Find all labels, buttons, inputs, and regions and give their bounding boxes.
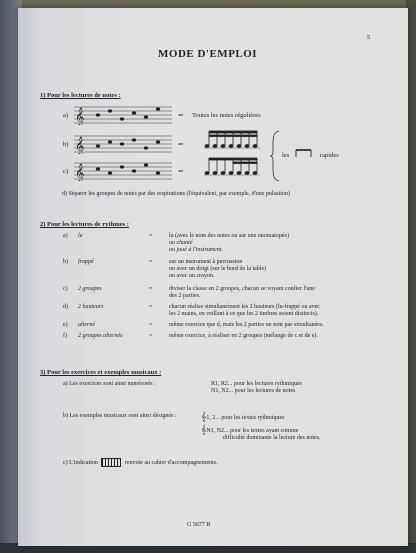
treble-clef-icon: 𝄞	[75, 165, 85, 181]
rhythm-row-desc-b	[169, 259, 266, 281]
brace-text-les: les	[282, 152, 290, 159]
rhythm-row-term-d: 2 hauteurs	[78, 304, 104, 310]
notes-item-d: d) Séparer les groupes de notes par des respirations (l'équivalent, par exemple, d'une pulsation)	[62, 191, 290, 197]
rhythm-row-label-b: b)	[63, 259, 68, 265]
brace-icon	[269, 130, 281, 182]
b-line1-text: 1, 2... pour les textes rythmiques	[206, 415, 285, 421]
rhythm-row-desc-e: même exercice que d, mais les 2 parties ne sont pas simultanées.	[169, 322, 324, 328]
treble-clef-icon: 𝄞	[75, 138, 85, 154]
rhythm-row-label-c: c)	[63, 286, 68, 292]
notes-arrow-a: ⇒	[178, 112, 184, 119]
rhythm-row-label-a: a)	[63, 233, 68, 239]
rhythm-row-eq-b: =	[149, 259, 153, 265]
c-before-text: c) L'indication	[63, 459, 98, 466]
rhythm-row-label-f: f)	[63, 333, 67, 339]
desc-line: ou avec un crayon.	[169, 273, 215, 280]
notes-result-a: Toutes les notes régulières	[192, 112, 261, 119]
rhythm-row-eq-c: =	[149, 286, 153, 292]
desc-line: les 2 mains, en veillant à ce que les 2 timbres soient distincts).	[169, 311, 319, 318]
treble-clef-icon: 𝄞	[201, 411, 207, 421]
rhythm-row-term-f: 2 groupes alternés	[78, 333, 123, 339]
rhythm-row-label-e: e)	[63, 322, 68, 328]
treble-clef-icon: 𝄞	[201, 424, 207, 434]
rhythm-row-desc-c	[169, 286, 315, 300]
rhythm-row-term-c: 2 groupes	[78, 286, 102, 292]
desc-line: chacun réalise simultanément les 2 hauteurs (lu-frappé ou avec	[169, 304, 320, 310]
exercises-a-lines	[211, 381, 302, 395]
rhythm-row-term-a: lu	[78, 233, 83, 239]
exercises-c-line	[63, 458, 218, 467]
page-number: 5	[367, 34, 371, 41]
desc-line: lu (avec le nom des notes ou sur une onomatopée)	[169, 233, 290, 239]
rhythm-row-eq-f: =	[149, 333, 153, 339]
desc-line: ou chanté	[169, 240, 193, 247]
staff-a	[74, 103, 172, 125]
rhythm-row-desc-d	[169, 304, 320, 318]
notes-item-label-b: b)	[63, 141, 69, 148]
staff-c	[74, 159, 172, 181]
numbering-line: N1, N2... pour les lectures de notes	[211, 388, 296, 395]
rhythm-row-desc-f: même exercice, à réaliser en 2 groupes (mélange de c et de e).	[169, 333, 318, 339]
desc-line: diviser la classe en 2 groupes, chacun se voyant confier l'une	[169, 286, 315, 292]
page-footer: G 5677 B	[187, 522, 211, 528]
notes-arrow-b: ⇒	[178, 141, 184, 148]
notes-group	[96, 163, 160, 174]
desc-line: ou avec un doigt (sur le bord de la table)	[169, 266, 267, 273]
rhythm-row-desc-a	[169, 233, 289, 255]
notes-item-label-c: c)	[63, 168, 69, 175]
section-heading-exercises: 3) Pour les exercices et exemples musicaux :	[40, 369, 162, 376]
exercises-b-line2	[201, 424, 298, 435]
document-page	[18, 8, 408, 546]
treble-clef-icon: 𝄞	[75, 109, 85, 125]
exercises-a-label: a) Les exercices sont ainsi numérotés :	[63, 381, 156, 387]
staff-b	[74, 132, 172, 154]
numbering-line: R1, R2... pour les lectures rythmiques	[211, 381, 302, 387]
rhythm-notation-c	[202, 153, 262, 179]
page-title: MODE D'EMPLOI	[158, 48, 258, 60]
rhythm-row-eq-e: =	[149, 322, 153, 328]
brace-text-rapides: rapides	[320, 152, 339, 159]
notes-item-label-a: a)	[63, 112, 69, 119]
notes-group	[96, 107, 160, 120]
desc-line: ou joué à l'instrument.	[169, 247, 223, 254]
rhythm-row-eq-d: =	[149, 304, 153, 310]
desc-line: des 2 parties.	[169, 293, 201, 300]
rhythm-row-eq-a: =	[149, 233, 153, 239]
rhythm-row-term-b: frappé	[78, 259, 94, 265]
desc-line: sur un instrument à percussion	[169, 259, 243, 265]
notes-arrow-c: ⇒	[178, 168, 184, 175]
eighth-note-pair-icon	[294, 148, 314, 158]
c-after-text: renvoie au cahier d'accompagnements.	[124, 459, 218, 466]
rhythm-row-term-e: alterné	[78, 322, 95, 328]
piano-keyboard-icon	[101, 458, 121, 467]
rhythm-notation-b	[202, 126, 262, 152]
exercises-b-label: b) Les exemples musicaux sont ainsi désignés :	[63, 413, 177, 419]
exercises-b-line1	[201, 411, 284, 422]
b-line2-text: N1, N2... pour les textes ayant comme	[206, 428, 299, 434]
section-heading-notes: 1) Pour les lectures de notes :	[40, 92, 121, 99]
rhythm-row-label-d: d)	[63, 304, 68, 310]
section-heading-rhythms: 2) Pour les lectures de rythmes :	[40, 221, 129, 228]
exercises-b-line3: difficulté dominante la lecture des notes.	[223, 435, 321, 441]
